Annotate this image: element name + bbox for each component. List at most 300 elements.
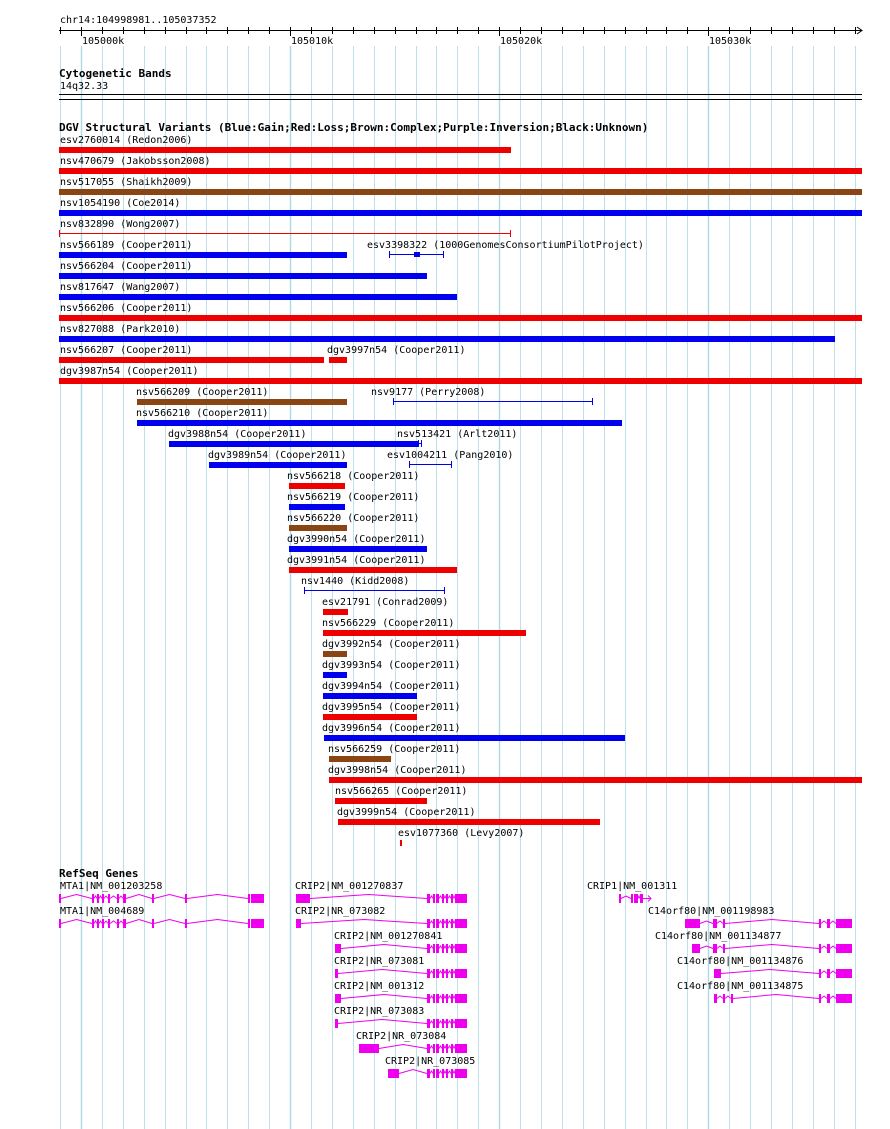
gene-exon <box>427 944 430 953</box>
variant-label[interactable]: nsv566207 (Cooper2011) <box>60 345 193 356</box>
gene-intron <box>444 1071 446 1074</box>
gene-exon <box>451 1019 453 1028</box>
variant-bar[interactable] <box>335 798 427 804</box>
gene-exon <box>436 969 439 978</box>
variant-bar[interactable] <box>389 251 444 259</box>
variant-bar[interactable] <box>400 840 402 846</box>
gene-intron <box>439 996 442 999</box>
variant-label[interactable]: esv1004211 (Pang2010) <box>387 450 514 461</box>
gene-intron <box>104 896 108 899</box>
gene-exon <box>836 994 852 1003</box>
gene-label[interactable]: CRIP2|NR_073082 <box>295 906 386 917</box>
gene-exon <box>152 919 154 928</box>
gene-intron <box>94 896 97 899</box>
gene-intron <box>379 1045 427 1049</box>
variant-bar[interactable] <box>209 462 347 468</box>
gene-intron <box>621 896 631 899</box>
gene-exon <box>640 894 643 903</box>
variant-label[interactable]: nsv566259 (Cooper2011) <box>328 744 461 755</box>
gene-exon <box>451 919 453 928</box>
gene-exon <box>97 919 99 928</box>
ruler-tick-label: 105030k <box>709 36 752 47</box>
variant-bar[interactable] <box>289 504 345 510</box>
gene-label[interactable]: CRIP2|NR_073083 <box>334 1006 425 1017</box>
gene-intron <box>126 920 152 924</box>
gene-label[interactable]: C14orf80|NM_001134876 <box>677 956 804 967</box>
gene-exon <box>819 969 821 978</box>
gene-exon <box>433 919 435 928</box>
gene-intron <box>61 895 92 899</box>
gene-intron <box>94 921 97 924</box>
gene-exon <box>713 919 717 928</box>
gene-intron <box>700 921 713 924</box>
variant-label[interactable]: nsv566219 (Cooper2011) <box>287 492 420 503</box>
gene-intron <box>154 895 185 899</box>
gene-intron <box>430 896 433 899</box>
gene-intron <box>830 946 836 949</box>
variant-label[interactable]: nsv566204 (Cooper2011) <box>60 261 193 272</box>
cytoband-divider-top <box>59 94 862 95</box>
variant-bar[interactable] <box>329 777 862 783</box>
gene-exon <box>446 994 448 1003</box>
gene-intron <box>430 1021 433 1024</box>
gene-exon <box>433 994 435 1003</box>
variant-label[interactable]: dgv3993n54 (Cooper2011) <box>322 660 461 671</box>
gene-intron <box>830 921 836 924</box>
variant-label[interactable]: nsv566206 (Cooper2011) <box>60 303 193 314</box>
variant-bar[interactable] <box>323 693 417 699</box>
variant-bar[interactable] <box>323 651 347 657</box>
gene-intron <box>725 945 819 949</box>
gene-intron <box>453 971 455 974</box>
gene-exon <box>442 919 444 928</box>
gene-model[interactable] <box>294 918 479 930</box>
gene-exon <box>442 1044 444 1053</box>
variant-label[interactable]: nsv566189 (Cooper2011) <box>60 240 193 251</box>
variant-bar[interactable] <box>137 399 347 405</box>
variant-bar[interactable] <box>59 357 324 363</box>
gene-intron <box>821 921 827 924</box>
gene-exon <box>436 994 439 1003</box>
gene-intron <box>399 1070 427 1074</box>
gene-exon <box>427 1069 430 1078</box>
ruler-tick-label: 105000k <box>82 36 125 47</box>
gene-intron <box>119 896 123 899</box>
gene-exon <box>723 994 725 1003</box>
variant-label[interactable]: nsv566218 (Cooper2011) <box>287 471 420 482</box>
gene-exon <box>335 994 341 1003</box>
gene-exon <box>185 894 187 903</box>
variant-label[interactable]: dgv3987n54 (Cooper2011) <box>60 366 199 377</box>
gene-model[interactable] <box>683 918 864 930</box>
gene-exon <box>97 894 99 903</box>
gene-label[interactable]: MTA1|NM_001203258 <box>60 881 163 892</box>
gene-intron <box>444 1046 446 1049</box>
gene-intron <box>110 921 117 924</box>
gene-model[interactable] <box>712 968 864 980</box>
gene-exon <box>446 1069 448 1078</box>
variant-bar[interactable] <box>59 168 862 174</box>
gene-exon <box>836 944 852 953</box>
gene-intron <box>110 896 117 899</box>
cytoband-divider-bottom <box>59 99 862 100</box>
ruler-tick-label: 105010k <box>291 36 334 47</box>
gene-exon <box>714 969 721 978</box>
variant-bar[interactable] <box>59 336 835 342</box>
variant-label[interactable]: nsv566220 (Cooper2011) <box>287 513 420 524</box>
region-label: chr14:104998981..105037352 <box>60 15 217 26</box>
variant-bar[interactable] <box>393 398 593 406</box>
variant-label[interactable]: dgv3999n54 (Cooper2011) <box>337 807 476 818</box>
gene-exon <box>436 1019 439 1028</box>
gene-label[interactable]: CRIP2|NR_073081 <box>334 956 425 967</box>
gene-model[interactable] <box>333 968 479 980</box>
gene-exon <box>451 969 453 978</box>
variant-label[interactable]: nsv566209 (Cooper2011) <box>136 387 269 398</box>
variant-bar[interactable] <box>59 252 347 258</box>
variant-label[interactable]: esv21791 (Conrad2009) <box>322 597 449 608</box>
gene-intron <box>733 995 819 999</box>
gene-exon <box>335 944 341 953</box>
gene-exon <box>117 919 119 928</box>
variant-bar[interactable] <box>289 483 345 489</box>
gene-intron <box>725 996 731 999</box>
gene-exon <box>446 944 448 953</box>
variant-label[interactable]: nsv513421 (Arlt2011) <box>397 429 518 440</box>
gene-label[interactable]: MTA1|NM_004689 <box>60 906 145 917</box>
gene-exon <box>108 894 110 903</box>
gene-exon <box>455 969 467 978</box>
gene-label[interactable]: C14orf80|NM_001134877 <box>655 931 782 942</box>
gene-exon <box>335 1019 338 1028</box>
gene-exon <box>185 919 187 928</box>
gene-exon <box>446 1044 448 1053</box>
gene-exon <box>427 894 430 903</box>
gene-exon <box>619 894 621 903</box>
gene-label[interactable]: CRIP2|NR_073084 <box>356 1031 447 1042</box>
gene-exon <box>251 919 253 928</box>
gene-intron <box>448 1046 451 1049</box>
gene-intron <box>126 895 152 899</box>
gene-intron <box>721 970 819 974</box>
gene-exon <box>819 919 821 928</box>
gene-intron <box>439 896 442 899</box>
gene-intron <box>453 946 455 949</box>
gene-exon <box>436 1069 439 1078</box>
variant-label[interactable]: nsv9177 (Perry2008) <box>371 387 486 398</box>
variant-bar[interactable] <box>304 587 445 595</box>
gene-intron <box>430 996 433 999</box>
variant-label[interactable]: nsv566265 (Cooper2011) <box>335 786 468 797</box>
gene-intron <box>821 946 827 949</box>
gene-exon <box>359 1044 379 1053</box>
gene-exon <box>152 894 154 903</box>
gene-exon <box>723 919 725 928</box>
gene-intron <box>430 971 433 974</box>
variant-bar[interactable] <box>59 315 862 321</box>
gene-intron <box>444 946 446 949</box>
gene-intron <box>453 996 455 999</box>
variant-label[interactable]: nsv1054190 (Coe2014) <box>60 198 181 209</box>
ruler-tick-label: 105020k <box>500 36 543 47</box>
variant-label[interactable]: dgv3992n54 (Cooper2011) <box>322 639 461 650</box>
gene-label[interactable]: CRIP1|NM_001311 <box>587 881 678 892</box>
gene-exon <box>92 894 94 903</box>
gene-intron <box>301 920 427 924</box>
gene-exon <box>102 919 104 928</box>
gene-exon <box>59 894 61 903</box>
gene-exon <box>92 919 94 928</box>
gene-model[interactable] <box>294 893 479 905</box>
gene-exon <box>442 969 444 978</box>
gene-label[interactable]: CRIP2|NM_001312 <box>334 981 425 992</box>
variant-label[interactable]: dgv3994n54 (Cooper2011) <box>322 681 461 692</box>
gene-intron <box>444 996 446 999</box>
gene-exon <box>455 944 467 953</box>
gene-intron <box>453 896 455 899</box>
gene-intron <box>453 1021 455 1024</box>
gene-exon <box>427 1019 430 1028</box>
gene-exon <box>455 1044 467 1053</box>
gene-model[interactable] <box>57 918 276 930</box>
gene-exon <box>253 919 264 928</box>
variant-label[interactable]: dgv3991n54 (Cooper2011) <box>287 555 426 566</box>
gene-exon <box>296 894 310 903</box>
variant-label[interactable]: nsv832890 (Wong2007) <box>60 219 181 230</box>
gene-label[interactable]: CRIP2|NM_001270837 <box>295 881 404 892</box>
gene-intron <box>439 1021 442 1024</box>
gene-exon <box>436 894 439 903</box>
gene-intron <box>341 945 427 949</box>
variant-bar[interactable] <box>59 147 511 153</box>
variant-label[interactable]: nsv1440 (Kidd2008) <box>301 576 410 587</box>
gene-exon <box>455 994 467 1003</box>
gene-exon <box>102 894 104 903</box>
gene-exon <box>433 1069 435 1078</box>
gene-intron <box>104 921 108 924</box>
gene-exon <box>446 969 448 978</box>
variant-bar[interactable] <box>338 819 600 825</box>
gene-exon <box>433 1044 435 1053</box>
variant-bar[interactable] <box>59 294 457 300</box>
gene-intron <box>830 971 836 974</box>
variant-label[interactable]: esv2760014 (Redon2006) <box>60 135 193 146</box>
variant-bar[interactable] <box>323 672 347 678</box>
gene-model[interactable] <box>57 893 276 905</box>
gene-exon <box>446 919 448 928</box>
gene-exon <box>427 919 430 928</box>
gene-exon <box>436 1044 439 1053</box>
gene-exon <box>433 944 435 953</box>
gene-intron <box>448 971 451 974</box>
gene-exon <box>451 944 453 953</box>
gene-intron <box>439 1046 442 1049</box>
variant-label[interactable]: nsv566229 (Cooper2011) <box>322 618 455 629</box>
gene-exon <box>427 994 430 1003</box>
variant-bar[interactable] <box>169 441 418 447</box>
gene-model[interactable] <box>617 893 660 905</box>
variant-bar[interactable] <box>289 525 347 531</box>
variant-label[interactable]: dgv3998n54 (Cooper2011) <box>328 765 467 776</box>
gene-model[interactable] <box>712 993 864 1005</box>
gene-intron <box>821 996 827 999</box>
gene-intron <box>453 1046 455 1049</box>
gene-intron <box>338 970 427 974</box>
gene-label[interactable]: CRIP2|NM_001270841 <box>334 931 443 942</box>
gene-model[interactable] <box>333 1018 479 1030</box>
gene-intron <box>453 921 455 924</box>
gene-exon <box>253 894 264 903</box>
gene-exon <box>714 994 717 1003</box>
variant-bar[interactable] <box>59 378 862 384</box>
variant-bar[interactable] <box>59 230 511 238</box>
gene-exon <box>685 919 700 928</box>
gene-exon <box>827 994 830 1003</box>
gene-model[interactable] <box>333 993 479 1005</box>
gene-exon <box>108 919 110 928</box>
variant-label[interactable]: nsv517055 (Shaikh2009) <box>60 177 193 188</box>
variant-bar[interactable] <box>59 210 862 216</box>
variant-bar[interactable] <box>289 546 427 552</box>
gene-model[interactable] <box>333 943 479 955</box>
gene-exon <box>442 994 444 1003</box>
gene-intron <box>430 1046 433 1049</box>
gene-exon <box>631 894 633 903</box>
gene-label[interactable]: C14orf80|NM_001198983 <box>648 906 775 917</box>
gene-exon <box>723 944 725 953</box>
variant-label[interactable]: nsv470679 (Jakobsson2008) <box>60 156 211 167</box>
variant-label[interactable]: dgv3990n54 (Cooper2011) <box>287 534 426 545</box>
gene-exon <box>455 1019 467 1028</box>
gene-exon <box>442 944 444 953</box>
gene-intron <box>448 946 451 949</box>
gene-exon <box>433 969 435 978</box>
variant-label[interactable]: dgv3988n54 (Cooper2011) <box>168 429 307 440</box>
gene-intron <box>638 896 640 899</box>
gene-exon <box>442 894 444 903</box>
gene-intron <box>338 1020 427 1024</box>
gene-intron <box>439 971 442 974</box>
gene-exon <box>827 944 830 953</box>
gene-intron <box>430 921 433 924</box>
variant-label[interactable]: dgv3989n54 (Cooper2011) <box>208 450 347 461</box>
variant-label[interactable]: esv1077360 (Levy2007) <box>398 828 525 839</box>
gene-exon <box>827 919 830 928</box>
gene-intron <box>187 895 248 899</box>
variant-bar[interactable] <box>323 630 526 636</box>
gene-exon <box>123 919 126 928</box>
gene-intron <box>453 1071 455 1074</box>
gene-exon <box>427 969 430 978</box>
gene-intron <box>448 1021 451 1024</box>
gene-model[interactable] <box>357 1043 479 1055</box>
gene-intron <box>61 920 92 924</box>
gene-intron <box>448 896 451 899</box>
gene-intron <box>717 921 723 924</box>
gene-exon <box>836 919 852 928</box>
variant-label[interactable]: dgv3997n54 (Cooper2011) <box>327 345 466 356</box>
variant-label[interactable]: esv3398322 (1000GenomesConsortiumPilotProject) <box>367 240 644 251</box>
gene-exon <box>442 1019 444 1028</box>
gene-exon <box>451 1069 453 1078</box>
gene-exon <box>433 1019 435 1028</box>
cytoband-label: 14q32.33 <box>60 81 109 92</box>
gene-exon <box>251 894 253 903</box>
gene-model[interactable] <box>690 943 864 955</box>
gene-model[interactable] <box>386 1068 479 1080</box>
variant-bar[interactable] <box>324 735 625 741</box>
gene-exon <box>296 919 301 928</box>
gene-intron <box>444 921 446 924</box>
gene-intron <box>444 896 446 899</box>
gene-exon <box>433 894 435 903</box>
gene-intron <box>821 971 827 974</box>
gene-intron <box>310 895 427 899</box>
variant-label[interactable]: nsv566210 (Cooper2011) <box>136 408 269 419</box>
gene-exon <box>455 894 467 903</box>
gene-intron <box>439 946 442 949</box>
gene-intron <box>439 1071 442 1074</box>
gene-exon <box>819 994 821 1003</box>
variant-bar[interactable] <box>289 567 457 573</box>
gene-exon <box>455 919 467 928</box>
variant-bar[interactable] <box>323 714 417 720</box>
gene-label[interactable]: CRIP2|NR_073085 <box>385 1056 476 1067</box>
variant-label[interactable]: nsv817647 (Wang2007) <box>60 282 181 293</box>
variant-bar[interactable] <box>329 756 391 762</box>
gene-exon <box>436 919 439 928</box>
gene-exon <box>446 1019 448 1028</box>
gene-intron <box>700 946 713 949</box>
gene-intron <box>717 996 723 999</box>
gene-exon <box>455 1069 467 1078</box>
gene-exon <box>248 894 250 903</box>
variant-label[interactable]: nsv827088 (Park2010) <box>60 324 181 335</box>
gene-intron <box>99 896 102 899</box>
gene-exon <box>335 969 338 978</box>
gene-intron <box>448 996 451 999</box>
gene-exon <box>634 894 638 903</box>
gene-exon <box>731 994 733 1003</box>
cytoband-track-title: Cytogenetic Bands <box>59 67 172 80</box>
variant-bar[interactable] <box>418 440 422 448</box>
dgv-track-title: DGV Structural Variants (Blue:Gain;Red:Loss;Brown:Complex;Purple:Inversion;Black:Unknown) <box>59 121 649 134</box>
variant-bar[interactable] <box>323 609 348 615</box>
variant-bar[interactable] <box>409 461 452 469</box>
variant-label[interactable]: dgv3995n54 (Cooper2011) <box>322 702 461 713</box>
gene-exon <box>427 1044 430 1053</box>
position-ruler[interactable] <box>0 26 890 48</box>
gene-intron <box>448 1071 451 1074</box>
gene-intron <box>154 920 185 924</box>
gene-label[interactable]: C14orf80|NM_001134875 <box>677 981 804 992</box>
variant-bar[interactable] <box>137 420 622 426</box>
gene-intron <box>430 1071 433 1074</box>
variant-bar[interactable] <box>59 273 427 279</box>
gene-intron <box>99 921 102 924</box>
gene-exon <box>819 944 821 953</box>
gene-intron <box>717 946 723 949</box>
gene-exon <box>692 944 700 953</box>
gene-exon <box>442 1069 444 1078</box>
gene-intron <box>187 920 248 924</box>
variant-label[interactable]: dgv3996n54 (Cooper2011) <box>322 723 461 734</box>
gene-exon <box>436 944 439 953</box>
variant-bar[interactable] <box>59 189 862 195</box>
gene-intron <box>119 921 123 924</box>
variant-bar[interactable] <box>329 357 347 363</box>
gene-intron <box>444 971 446 974</box>
